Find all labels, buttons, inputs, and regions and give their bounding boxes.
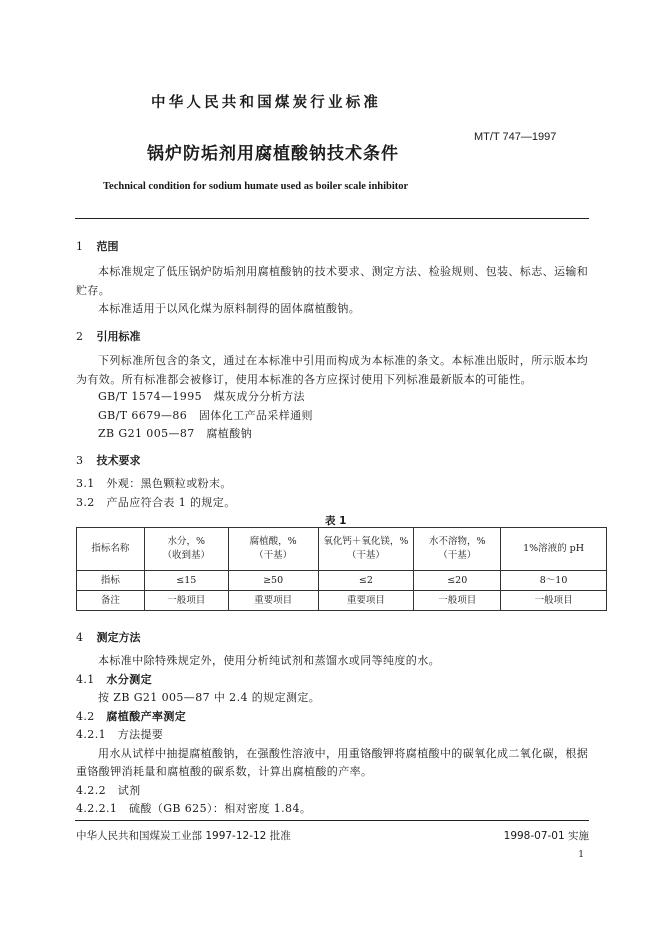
- clause-number: 4.2.2.1: [76, 802, 118, 815]
- reference-code: ZB G21 005—87: [98, 427, 195, 440]
- page-number: 1: [578, 850, 584, 860]
- footer-divider: [75, 820, 589, 821]
- implementation-date: 1998-07-01 实施: [503, 830, 589, 842]
- table-cell: 指标: [77, 571, 145, 591]
- section-title: 引用标准: [96, 330, 141, 343]
- clause-number: 3.2: [76, 495, 95, 509]
- table-cell: 一般项目: [501, 591, 607, 611]
- section-title: 技术要求: [96, 454, 141, 467]
- clause-number: 4.2: [76, 709, 95, 723]
- text-line: 本标准中除特殊规定外，使用分析纯试剂和蒸馏水或同等纯度的水。: [98, 654, 440, 667]
- clause-4-2-heading: [76, 708, 596, 727]
- standard-number: MT/T 747—1997: [474, 131, 557, 143]
- table-cell: 一般项目: [414, 591, 501, 611]
- text-line: 本标准适用于以风化煤为原料制得的固体腐植酸钠。: [98, 302, 361, 315]
- header-divider: [75, 218, 589, 219]
- text-line: 按 ZB G21 005—87 中 2.4 的规定测定。: [98, 691, 321, 704]
- section-4-body: [76, 652, 596, 819]
- section-title: 测定方法: [96, 631, 141, 644]
- section-number: 2: [76, 330, 83, 343]
- reference-code: GB/T 6679—86: [98, 408, 188, 422]
- table-cell: 一般项目: [144, 591, 228, 611]
- clause-title: 水分测定: [106, 672, 153, 686]
- section-2-paragraph: [76, 352, 596, 389]
- reference-item: [98, 425, 313, 444]
- table-cell: 重要项目: [228, 591, 318, 611]
- table-cell: 8～10: [501, 571, 607, 591]
- text-line: 用水从试样中抽提腐植酸钠，在强酸性溶液中，用重铬酸钾将腐植酸中的碳氧化成二氧化碳，根据: [98, 746, 589, 760]
- section-1-paragraph-1: [76, 263, 596, 319]
- text-line: 本标准规定了低压锅炉防垢剂用腐植酸钠的技术要求、测定方法、检验规则、包装、标志、运输和: [98, 265, 589, 278]
- clause-text: 硫酸（GB 625）：相对密度 1.84。: [129, 802, 312, 815]
- industry-standard-title: 中华人民共和国煤炭行业标准: [151, 95, 382, 111]
- clause-title: 方法提要: [117, 728, 164, 741]
- header-cell: 氧化钙＋氧化镁，% （干基）: [318, 528, 414, 571]
- clause-3-2: [76, 494, 236, 513]
- section-1-heading: [76, 238, 119, 254]
- header-cell: 水分，% （收到基）: [144, 528, 228, 571]
- clause-number: 4.2.2: [76, 783, 106, 797]
- table-cell: ≤2: [318, 571, 414, 591]
- clause-text: 产品应符合表 1 的规定。: [106, 495, 236, 509]
- clause-4-1-heading: [76, 671, 596, 690]
- table-1-caption: 表 1: [325, 515, 347, 527]
- clause-number: 3.1: [76, 477, 95, 490]
- approval-line: 中华人民共和国煤炭工业部 1997-12-12 批准: [76, 830, 291, 842]
- clause-number: 4.1: [76, 672, 95, 686]
- reference-name: 腐植酸钠: [206, 427, 253, 440]
- clause-text: 外观：黑色颗粒或粉末。: [106, 477, 232, 490]
- reference-item: [98, 407, 313, 426]
- section-number: 3: [76, 454, 83, 467]
- header-cell: 1%溶液的 pH: [501, 528, 607, 571]
- table-row: [77, 591, 607, 611]
- section-4-heading: [76, 629, 141, 645]
- clause-4-2-2-1: [76, 800, 596, 819]
- section-3-items: [76, 475, 236, 512]
- table-cell: ≤20: [414, 571, 501, 591]
- table-cell: 重要项目: [318, 591, 414, 611]
- section-title: 范围: [96, 240, 119, 253]
- table-cell: ≥50: [228, 571, 318, 591]
- table-header-row: [77, 528, 607, 571]
- text-line: 贮存。: [76, 283, 111, 297]
- section-3-heading: [76, 452, 141, 468]
- reference-name: 煤灰成分分析方法: [213, 390, 305, 403]
- clause-number: 4.2.1: [76, 728, 106, 741]
- clause-4-2-2-heading: [76, 782, 596, 801]
- clause-4-2-1-heading: [76, 726, 596, 745]
- clause-title: 试剂: [117, 783, 141, 797]
- section-number: 4: [76, 631, 83, 644]
- section-number: 1: [76, 240, 83, 253]
- english-title: Technical condition for sodium humate used as boiler scale inhibitor: [103, 181, 409, 192]
- reference-name: 固体化工产品采样通则: [198, 408, 313, 422]
- text-line: 下列标准所包含的条文，通过在本标准中引用而构成为本标准的条文。本标准出版时，所示版本均: [98, 354, 589, 367]
- table-row: [77, 571, 607, 591]
- reference-code: GB/T 1574—1995: [98, 390, 202, 403]
- reference-list: [98, 388, 313, 444]
- text-line: 为有效。所有标准都会被修订，使用本标准的各方应探讨使用下列标准最新版本的可能性。: [76, 372, 532, 386]
- section-2-heading: [76, 328, 141, 344]
- header-cell: 水不溶物，% （干基）: [414, 528, 501, 571]
- clause-3-1: [76, 475, 236, 494]
- clause-title: 腐植酸产率测定: [106, 709, 187, 723]
- header-cell: 指标名称: [77, 528, 145, 571]
- document-title: 锅炉防垢剂用腐植酸钠技术条件: [147, 144, 399, 164]
- table-cell: ≤15: [144, 571, 228, 591]
- table-cell: 备注: [77, 591, 145, 611]
- header-cell: 腐植酸，% （干基）: [228, 528, 318, 571]
- text-line: 重铬酸钾消耗量和腐植酸的碳系数，计算出腐植酸的产率。: [76, 765, 373, 778]
- table-1: [76, 527, 607, 611]
- reference-item: [98, 388, 313, 407]
